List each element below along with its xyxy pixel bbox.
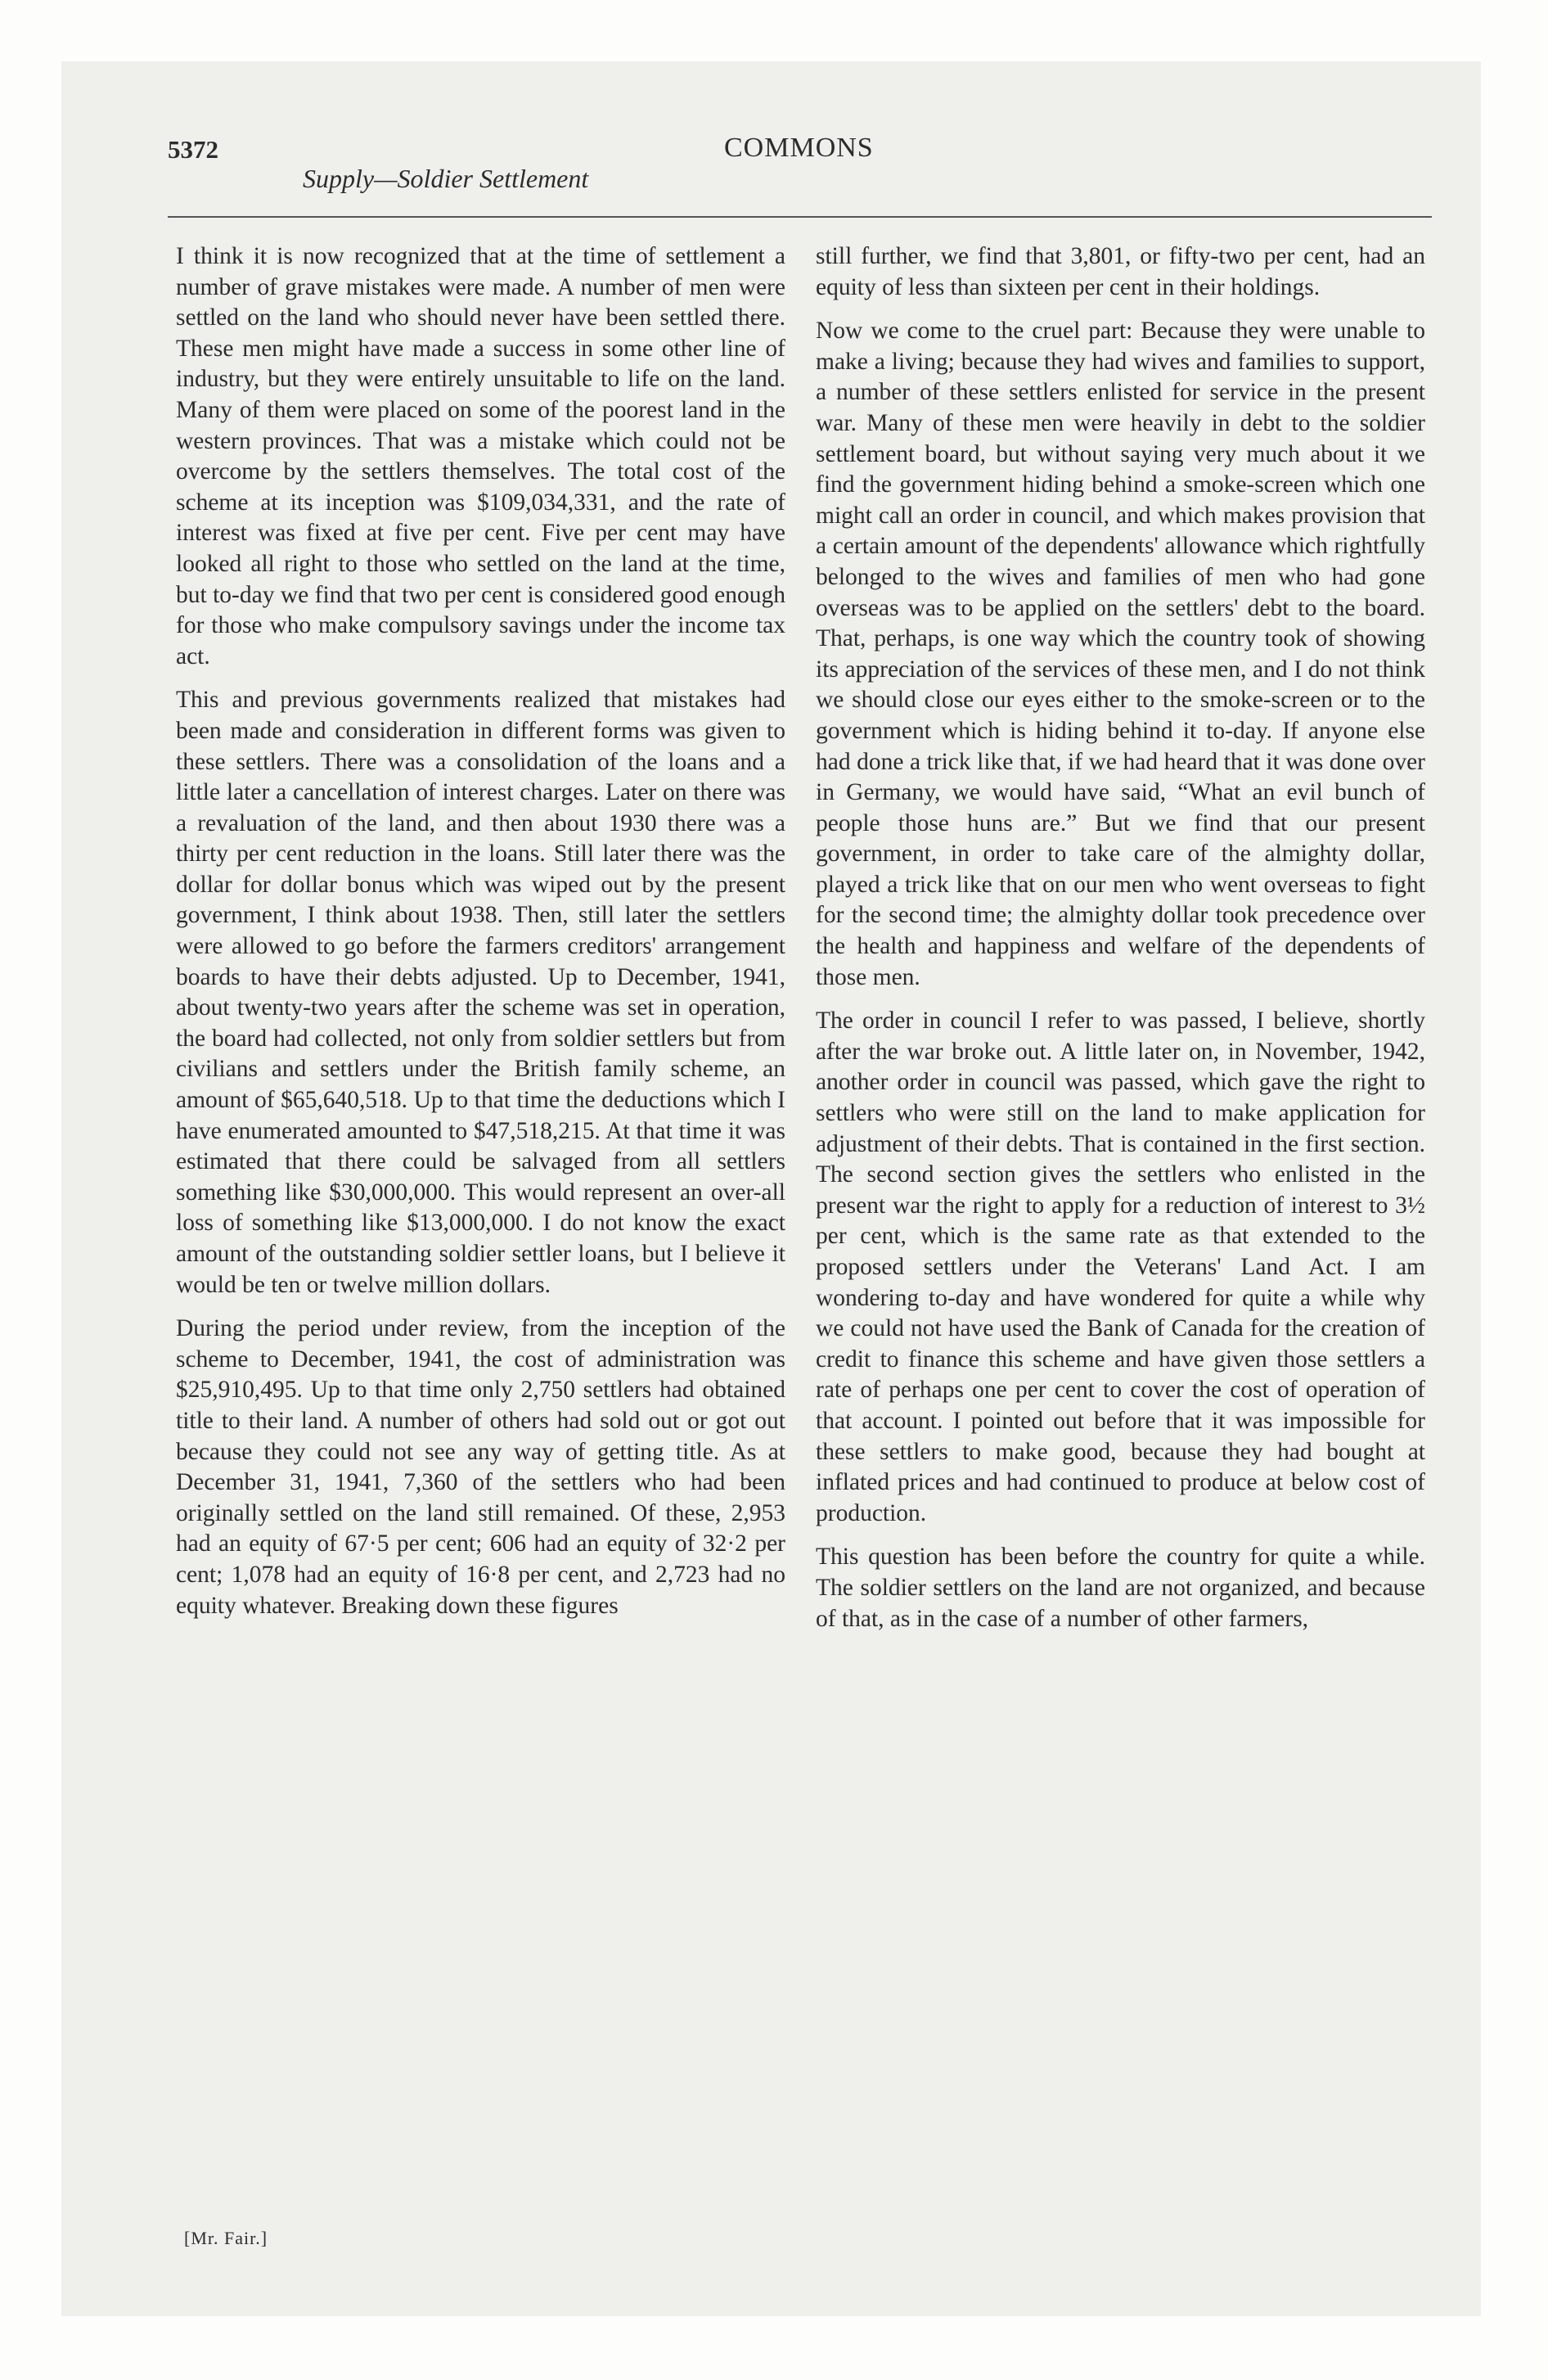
paragraph: Now we come to the cruel part: Because they were unable to make a living; because they had wives and families to support, a number of these settlers enlisted for service in the present war. Many of these men were heavily in debt to the soldier settlement board, but without saying very much about it we find the government hiding behind a smoke-screen which one might call an order in council, and which makes provision that a certain amount of the dependents' allowance which rightfully belonged to the wives and families of men who had gone overseas was to be applied on the settlers' debt to the board. That, perhaps, is one way which the country took of showing its appreciation of the services of these men, and I do not think we should close our eyes either to the smoke-screen or to the government which is hiding behind it to-day. If anyone else had done a trick like that, if we had heard that it was done over in Germany, we would have said, “What an evil bunch of people those huns are.” But we find that our present government, in order to take care of the almighty dollar, played a trick like that on our men who went overseas to fight for the second time; the almighty dollar took precedence over the health and happiness and welfare of the dependents of those men. (816, 318, 1425, 990)
paragraph: This and previous governments realized that mistakes had been made and consideration in different forms was given to these settlers. There was a consolidation of the loans and a little later a cancellation of interest charges. Later on there was a revaluation of the land, and then about 1930 there was a thirty per cent reduction in the loans. Still later there was the dollar for dollar bonus which was wiped out by the present government, I think about 1938. Then, still later the settlers were allowed to go before the farmers creditors' arrangement boards to have their debts adjusted. Up to December, 1941, about twenty-two years after the scheme was set in operation, the board had collected, not only from soldier settlers but from civilians and settlers under the British family scheme, an amount of $65,640,518. Up to that time the deductions which I have enumerated amounted to $47,518,215. At that time it was estimated that there could be salvaged from all settlers something like $30,000,000. This would represent an over-all loss of something like $13,000,000. I do not know the exact amount of the outstanding soldier settler loans, but I believe it would be ten or twelve million dollars. (176, 687, 785, 1298)
left-column (176, 241, 785, 1634)
header-rule (168, 216, 1432, 218)
paragraph: I think it is now recognized that at the time of settlement a number of grave mistakes were made. A number of men were settled on the land who should never have been settled there. These men might have made a success in some other line of industry, but they were entirely unsuitable to life on the land. Many of them were placed on some of the poorest land in the western provinces. That was a mistake which could not be overcome by the settlers themselves. The total cost of the scheme at its inception was $109,034,331, and the rate of interest was fixed at five per cent. Five per cent may have looked all right to those who settled on the land at the time, but to-day we find that two per cent is considered good enough for those who make compulsory savings under the income tax act. (176, 243, 785, 669)
paragraph: still further, we find that 3,801, or fifty-two per cent, had an equity of less than sixteen per cent in their holdings. (816, 243, 1425, 300)
running-head: Supply—Soldier Settlement (303, 164, 589, 193)
paragraph: This question has been before the country for quite a while. The soldier settlers on the land are not organized, and because of that, as in the case of a number of other farmers, (816, 1544, 1425, 1632)
speaker-attribution: [Mr. Fair.] (184, 2228, 268, 2248)
page-number: 5372 (168, 135, 218, 164)
right-column (816, 241, 1425, 1648)
paragraph: During the period under review, from the inception of the scheme to December, 1941, the cost of administration was $25,910,495. Up to that time only 2,750 settlers had obtained title to their land. A number of others had sold out or got out because they could not see any way of getting title. As at December 31, 1941, 7,360 of the settlers who had been originally settled on the land still remained. Of these, 2,953 had an equity of 67·5 per cent; 606 had an equity of 32·2 per cent; 1,078 had an equity of 16·8 per cent, and 2,723 had no equity whatever. Breaking down these figures (176, 1315, 785, 1619)
paragraph: The order in council I refer to was passed, I believe, shortly after the war broke out. A little later on, in November, 1942, another order in council was passed, which gave the right to settlers who were still on the land to make application for adjustment of their debts. That is contained in the first section. The second section gives the settlers who enlisted in the present war the right to apply for a reduction of interest to 3½ per cent, which is the same rate as that extended to the proposed settlers under the Veterans' Land Act. I am wondering to-day and have wondered for quite a while why we could not have used the Bank of Canada for the creation of credit to finance this scheme and have given those settlers a rate of perhaps one per cent to cover the cost of operation of that account. I pointed out before that it was impossible for these settlers to make good, because they had bought at inflated prices and had continued to produce at below cost of production. (816, 1007, 1425, 1526)
chamber-title: COMMONS (724, 133, 874, 163)
